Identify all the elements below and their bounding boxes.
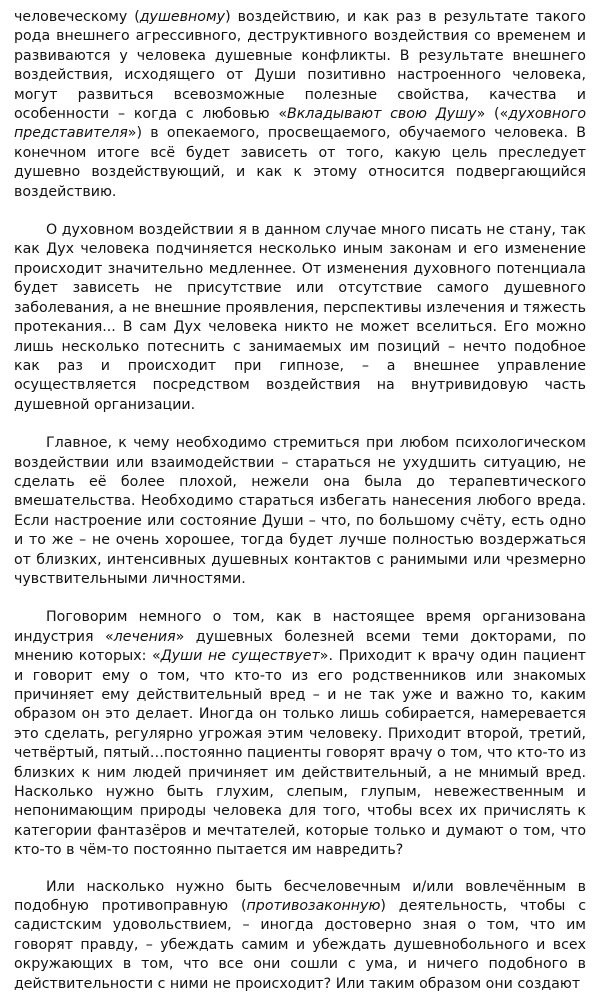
text-run: Главное, к чему необходимо стремиться при любом психологическом воздействии или взаимодействии – стараться не ухудшить ситуацию, не сделать её более плохой, нежели она была до терапевтического вмешательства. Необходимо стараться избегать нанесения любого вреда. Если настроение или состояние Души – что, по большому счёту, есть одно и то же – не очень хорошее, тогда будет лучше полностью воздержаться от близких, интенсивных душевных контактов с ранимыми или чрезмерно чувствительными личностями. [14,435,586,587]
text-run: ») в опекаемого, просвещаемого, обучаемого человека. В конечном итоге всё будет зависеть от того, какую цель преследует душевно воздействующий, и как к этому относится подвергающийся воздействию. [14,125,586,200]
paragraph-2 [14,221,586,415]
text-run: ) деятельность, чтобы с садистским удовольствием, – иногда достоверно зная о том, что им говорят правду, – убеждать самим и убеждать душевнобольного и всех окружающих в том, что все они сошли с ума, и ничего подобного в действительности с ними не происходит? Или таким образом они создают [14,898,587,992]
text-run: ) воздействию, и как раз в результате такого рода внешнего агрессивного, деструктивного воздействия со временем и развиваются у человека душевные конфликты. В результате внешнего воздействия, исходящего от Души позитивно настроенного человека, могут развиться всевозможные полезные свойства, качества и особенности – когда с любовью « [14,9,586,123]
italic-text: душевному [139,9,226,25]
italic-text: духовного представителя [14,106,586,142]
italic-text: Души не существует [160,648,320,665]
paragraph-4 [14,608,586,860]
italic-text: лечения [113,628,176,645]
text-run: » (« [476,106,509,123]
text-run: человеческому ( [14,9,140,25]
paragraph-3 [14,434,586,589]
paragraph-5 [14,878,586,994]
paragraph-1 [14,8,586,202]
italic-text: Вкладывают свою Душу [287,106,477,123]
text-run: Или насколько нужно быть бесчеловечным и/или вовлечённым в подобную противоправную ( [14,878,586,915]
text-run: О духовном воздействии я в данном случае много писать не стану, так как Дух человека подчиняется несколько иным законам и его изменение происходит значительно медленнее. От изменения духовного потенциала будет зависеть не присутствие или отсутствие самого душевного заболевания, а не внешние проявления, перспективы излечения и тяжесть протекания... В сам Дух человека никто не может вселиться. Его можно лишь несколько потеснить с занимаемых им позиций – нечто подобное как раз и происходит при гипнозе, – а внешнее управление осуществляется посредством воздействия на внутривидовую часть душевной организации. [14,222,586,413]
italic-text: противозаконную [246,898,381,915]
text-run: Поговорим немного о том, как в настоящее время организована индустрия « [14,609,586,645]
text-run: » душевных болезней всеми теми докторами, по мнению которых: « [14,628,586,665]
text-run: ». Приходит к врачу один пациент и говорит ему о том, что кто-то из его родственников или знакомых причиняет ему действительный вред – и не так уже и важно то, каким образом он это делает. Иногда он только лишь собирается, намеревается это сделать, регулярно угрожая этим человеку. Приходит второй, третий, четвёртый, пятый…постоянно пациенты говорят врачу о том, что кто-то из близких к ним людей причиняет им действительный, а не мнимый вред. Насколько нужно быть глухим, слепым, глупым, невежественным и непонимающим природы человека для того, чтобы всех их причислять к категории фантазёров и мечтателей, которые только и думают о том, что кто-то в чём-то постоянно пытается им навредить? [14,648,586,859]
